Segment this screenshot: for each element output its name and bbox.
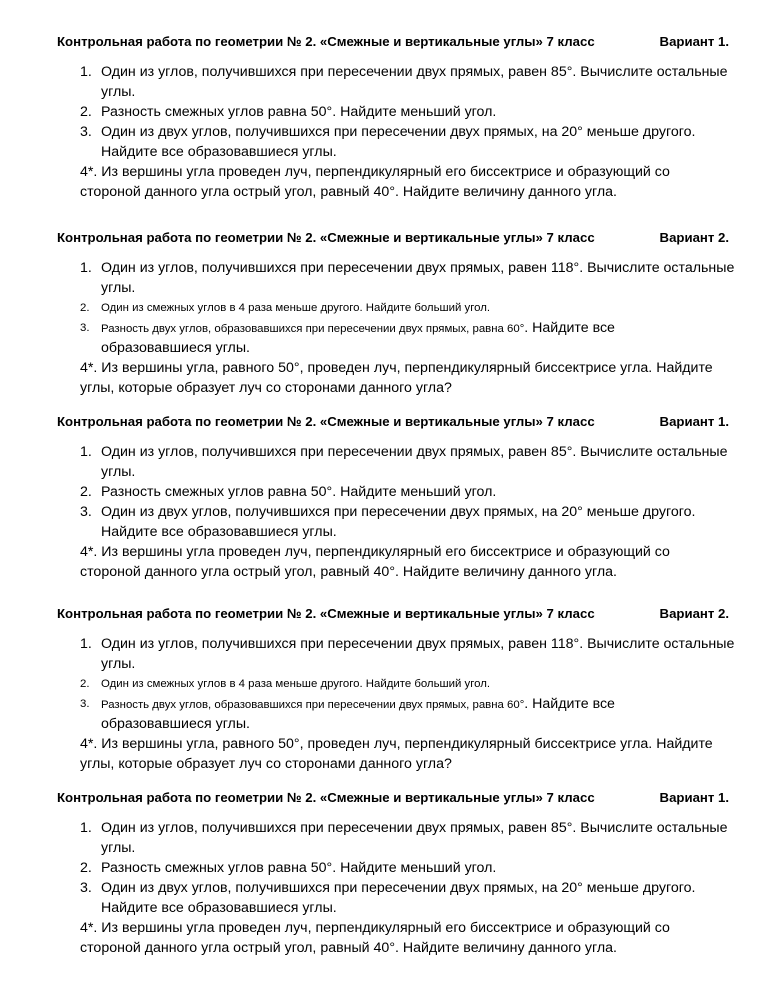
task-text (101, 674, 490, 694)
test-variant-block (0, 412, 768, 592)
test-header (57, 228, 729, 248)
task-text (101, 318, 615, 339)
task-text-continuation: образовавшиеся углы. (101, 340, 250, 356)
variant-label: Вариант 2. (659, 230, 729, 245)
task-text-continuation: углы. (101, 84, 136, 100)
variant-label: Вариант 1. (659, 790, 729, 805)
test-header (57, 412, 729, 432)
task-text-part: Один из смежных углов в 4 раза меньше другого. Найдите больший угол. (101, 302, 491, 314)
task-text-part: Один из двух углов, получившихся при пересечении двух прямых, на 20° меньше другого. (101, 880, 696, 896)
variant-label: Вариант 2. (659, 606, 729, 621)
task-text-part: Разность двух углов, образовавшихся при пересечении двух прямых, равна 60° (101, 699, 525, 711)
task-number: 3. (80, 322, 90, 334)
task-text-continuation: образовавшиеся углы. (101, 716, 250, 732)
task-4-text-continuation: стороной данного угла острый угол, равный 40°. Найдите величину данного угла. (80, 564, 617, 580)
task-number: 2. (80, 678, 90, 690)
task-text-part: Разность смежных углов равна 50°. Найдите меньший угол. (101, 860, 497, 876)
task-text-continuation: Найдите все образовавшиеся углы. (101, 524, 337, 540)
task-4-text-continuation: углы, которые образует луч со сторонами данного угла? (80, 756, 452, 772)
variant-label: Вариант 1. (659, 414, 729, 429)
task-4-text-continuation: стороной данного угла острый угол, равный 40°. Найдите величину данного угла. (80, 940, 617, 956)
task-text-part: . Найдите все (524, 320, 615, 336)
task-number: 2. (80, 484, 92, 500)
test-variant-block (0, 32, 768, 212)
task-text-part: Один из двух углов, получившихся при пересечении двух прямых, на 20° меньше другого. (101, 504, 696, 520)
test-header (57, 788, 729, 808)
task-number: 2. (80, 104, 92, 120)
test-variant-block (0, 788, 768, 968)
task-text (101, 482, 496, 502)
task-text-part: Один из углов, получившихся при пересечении двух прямых, равен 85°. Вычислите остальные (101, 64, 728, 80)
test-header (57, 32, 729, 52)
task-4-text-continuation: углы, которые образует луч со сторонами данного угла? (80, 380, 452, 396)
task-text-continuation: Найдите все образовавшиеся углы. (101, 900, 337, 916)
task-text-continuation: углы. (101, 280, 136, 296)
task-text-continuation: углы. (101, 840, 136, 856)
variant-label: Вариант 1. (659, 34, 729, 49)
task-4-text-continuation: стороной данного угла острый угол, равный 40°. Найдите величину данного угла. (80, 184, 617, 200)
test-variant-block (0, 604, 768, 784)
test-title: Контрольная работа по геометрии № 2. «Смежные и вертикальные углы» 7 класс (57, 414, 595, 429)
task-text-continuation: углы. (101, 464, 136, 480)
task-text-part: Разность двух углов, образовавшихся при пересечении двух прямых, равна 60° (101, 323, 525, 335)
task-4-text: 4*. Из вершины угла проведен луч, перпендикулярный его биссектрисе и образующий со (80, 920, 670, 936)
task-text (101, 502, 695, 522)
task-number: 1. (80, 444, 92, 460)
task-4-text: 4*. Из вершины угла, равного 50°, проведен луч, перпендикулярный биссектрисе угла. Найдите (80, 360, 713, 376)
task-text-part: Разность смежных углов равна 50°. Найдите меньший угол. (101, 484, 497, 500)
task-4-text: 4*. Из вершины угла, равного 50°, проведен луч, перпендикулярный биссектрисе угла. Найдите (80, 736, 713, 752)
task-number: 3. (80, 124, 92, 140)
task-number: 2. (80, 302, 90, 314)
task-number: 1. (80, 260, 92, 276)
task-text-continuation: Найдите все образовавшиеся углы. (101, 144, 337, 160)
task-text (101, 878, 695, 898)
test-variant-block (0, 228, 768, 408)
task-text (101, 634, 734, 654)
task-text (101, 298, 490, 318)
task-number: 3. (80, 698, 90, 710)
task-text-part: Один из углов, получившихся при пересечении двух прямых, равен 118°. Вычислите остальные (101, 260, 735, 276)
task-text-part: Один из углов, получившихся при пересечении двух прямых, равен 118°. Вычислите остальные (101, 636, 735, 652)
task-text (101, 258, 734, 278)
task-text-part: . Найдите все (524, 696, 615, 712)
test-title: Контрольная работа по геометрии № 2. «Смежные и вертикальные углы» 7 класс (57, 606, 595, 621)
test-title: Контрольная работа по геометрии № 2. «Смежные и вертикальные углы» 7 класс (57, 34, 595, 49)
task-text (101, 102, 496, 122)
task-text (101, 694, 615, 715)
task-number: 3. (80, 504, 92, 520)
task-text (101, 858, 496, 878)
task-text (101, 442, 728, 462)
task-number: 1. (80, 64, 92, 80)
task-text (101, 122, 695, 142)
task-text-part: Разность смежных углов равна 50°. Найдите меньший угол. (101, 104, 497, 120)
task-text (101, 818, 728, 838)
task-text-part: Один из двух углов, получившихся при пересечении двух прямых, на 20° меньше другого. (101, 124, 696, 140)
task-number: 2. (80, 860, 92, 876)
task-text-continuation: углы. (101, 656, 136, 672)
test-title: Контрольная работа по геометрии № 2. «Смежные и вертикальные углы» 7 класс (57, 790, 595, 805)
task-text-part: Один из углов, получившихся при пересечении двух прямых, равен 85°. Вычислите остальные (101, 820, 728, 836)
task-text-part: Один из углов, получившихся при пересечении двух прямых, равен 85°. Вычислите остальные (101, 444, 728, 460)
task-4-text: 4*. Из вершины угла проведен луч, перпендикулярный его биссектрисе и образующий со (80, 164, 670, 180)
test-header (57, 604, 729, 624)
task-number: 1. (80, 636, 92, 652)
task-number: 1. (80, 820, 92, 836)
test-title: Контрольная работа по геометрии № 2. «Смежные и вертикальные углы» 7 класс (57, 230, 595, 245)
task-text-part: Один из смежных углов в 4 раза меньше другого. Найдите больший угол. (101, 678, 491, 690)
task-4-text: 4*. Из вершины угла проведен луч, перпендикулярный его биссектрисе и образующий со (80, 544, 670, 560)
task-text (101, 62, 728, 82)
task-number: 3. (80, 880, 92, 896)
